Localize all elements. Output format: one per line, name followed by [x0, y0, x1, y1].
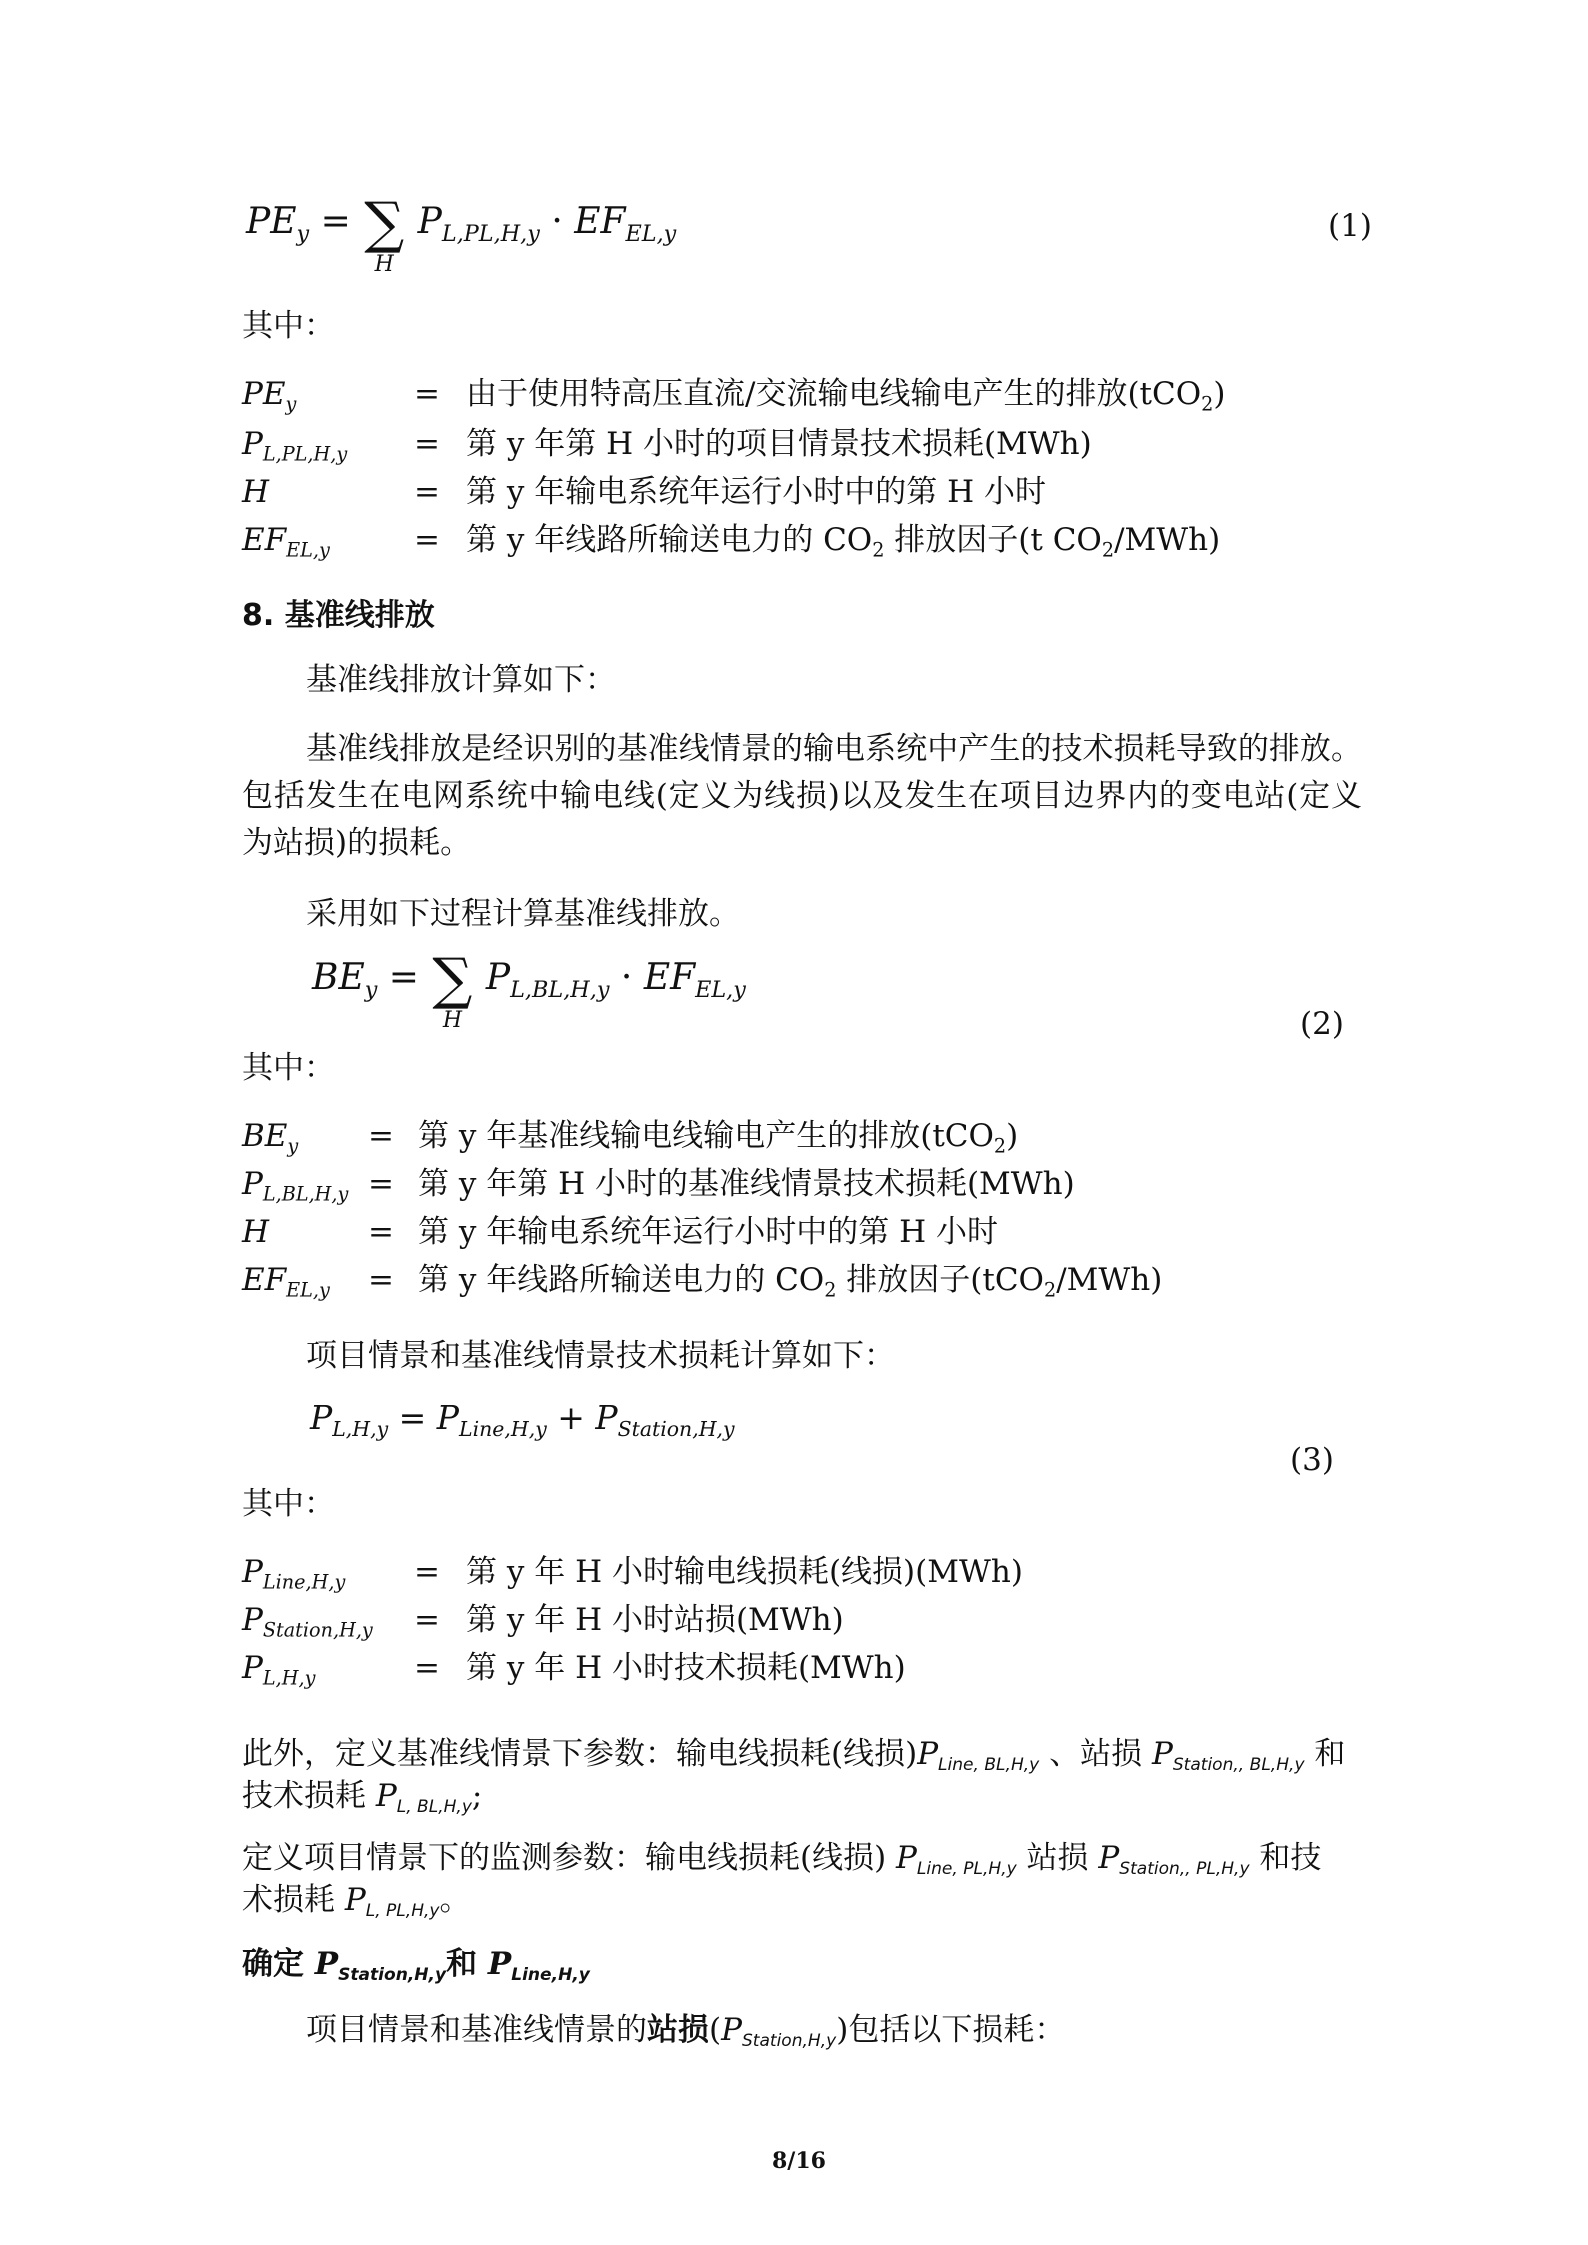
equation-number-1: (1) — [1328, 208, 1372, 244]
equation-number-2: (2) — [1300, 1006, 1344, 1042]
def-text: 第 y 年输电系统年运行小时中的第 H 小时 — [418, 1214, 998, 1250]
equals-sign: = — [414, 376, 440, 412]
def-row: $EF_{EL,y}$ — [242, 522, 330, 562]
def-text: 第 y 年 H 小时技术损耗(MWh) — [466, 1650, 906, 1686]
equals-sign: = — [414, 522, 440, 558]
def-text: 第 y 年线路所输送电力的 $CO_2$ 排放因子(t $CO_2/MWh$) — [466, 522, 1221, 562]
def-row: $P_{L,PL,H,y}$ — [242, 426, 348, 466]
paragraph: 此外，定义基准线情景下参数：输电线损耗(线损)PLine, BL,H,y 、站损 PStation,, BL,H,y 和 — [242, 1736, 1346, 1775]
paragraph: 项目情景和基准线情景技术损耗计算如下： — [306, 1338, 895, 1374]
def-row: H — [242, 1214, 270, 1250]
where-label-3: 其中： — [242, 1486, 335, 1522]
paragraph: 基准线排放计算如下： — [306, 662, 616, 698]
equals-sign: = — [414, 1650, 440, 1686]
paragraph: 项目情景和基准线情景的站损(PStation,H,y)包括以下损耗： — [306, 2012, 1066, 2051]
paragraph-continuation: 技术损耗 PL, BL,H,y; — [242, 1778, 483, 1817]
def-row: $P_{L,H,y}$ — [242, 1650, 316, 1690]
paragraph: 基准线排放是经识别的基准线情景的输电系统中产生的技术损耗导致的排放。包括发生在电网系统中输电线(定义为线损)以及发生在项目边界内的变电站(定义为站损)的损耗。 — [242, 731, 1362, 861]
def-row: $P_{Line,H,y}$ — [242, 1554, 346, 1594]
def-text: 由于使用特高压直流/交流输电线输电产生的排放(tCO$_2$) — [466, 376, 1226, 416]
section-heading-8: 8. 基准线排放 — [242, 598, 435, 633]
def-text: 第 y 年第 H 小时的项目情景技术损耗(MWh) — [466, 426, 1092, 462]
page-number: 8/16 — [772, 2148, 826, 2174]
paragraph: 定义项目情景下的监测参数：输电线损耗(线损) PLine, PL,H,y 站损 PStation,, PL,H,y 和技 — [242, 1840, 1322, 1879]
def-row: $P_{L,BL,H,y}$ — [242, 1166, 349, 1206]
def-row: $BE_y$ — [242, 1118, 299, 1158]
equation-number-3: (3) — [1290, 1442, 1334, 1478]
def-row: $P_{Station,H,y}$ — [242, 1602, 373, 1642]
equals-sign: = — [414, 426, 440, 462]
def-text: 第 y 年线路所输送电力的 $CO_2$ 排放因子(tCO$_2$/MWh) — [418, 1262, 1163, 1302]
sub-heading: 确定 PStation,H,y和 PLine,H,y — [242, 1946, 590, 1985]
where-label-2: 其中： — [242, 1050, 335, 1086]
def-text: 第 y 年输电系统年运行小时中的第 H 小时 — [466, 474, 1046, 510]
formula-1: $PE_y$ = ∑ H $P_{L,PL,H,y} \cdot EF_{EL,y}$ — [246, 191, 677, 277]
paragraph-continuation: 术损耗 PL, PL,H,y。 — [242, 1882, 471, 1921]
def-text: 第 y 年 H 小时站损(MWh) — [466, 1602, 844, 1638]
def-row: $PE_y$ — [242, 376, 297, 416]
equals-sign: = — [414, 1602, 440, 1638]
paragraph: 采用如下过程计算基准线排放。 — [306, 896, 740, 932]
where-label-1: 其中： — [242, 308, 335, 344]
def-text: 第 y 年第 H 小时的基准线情景技术损耗(MWh) — [418, 1166, 1075, 1202]
equals-sign: = — [368, 1214, 394, 1250]
equals-sign: = — [368, 1166, 394, 1202]
def-row: $EF_{EL,y}$ — [242, 1262, 330, 1302]
def-text: 第 y 年基准线输电线输电产生的排放(tCO$_2$) — [418, 1118, 1019, 1158]
equals-sign: = — [414, 474, 440, 510]
formula-3: $P_{L,H,y} = P_{Line,H,y} + P_{Station,H,y}$ — [310, 1398, 735, 1442]
formula-2: $BE_y$ = ∑ H $P_{L,BL,H,y} \cdot EF_{EL,y}$ — [312, 947, 746, 1033]
equals-sign: = — [414, 1554, 440, 1590]
equals-sign: = — [368, 1118, 394, 1154]
equals-sign: = — [368, 1262, 394, 1298]
def-row: H — [242, 474, 270, 510]
def-text: 第 y 年 H 小时输电线损耗(线损)(MWh) — [466, 1554, 1023, 1590]
